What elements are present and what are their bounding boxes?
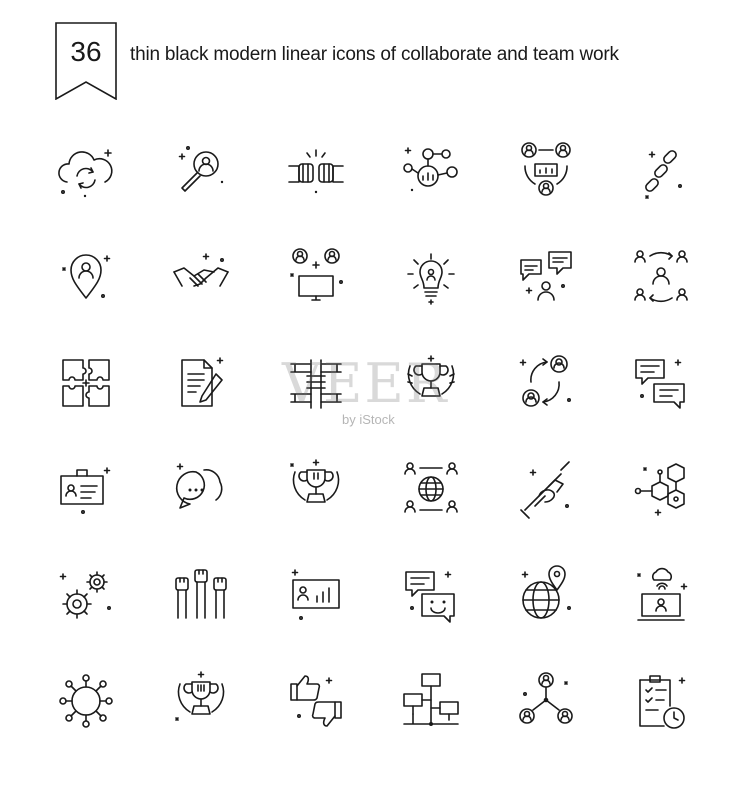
icon-cell — [488, 118, 603, 224]
icon-row — [28, 542, 718, 648]
icon-cell — [28, 330, 143, 436]
icon-cell — [28, 118, 143, 224]
thumbs-up-down-icon — [285, 670, 347, 732]
icon-cell — [258, 330, 373, 436]
watermark-brand: VEER — [282, 352, 449, 415]
hands-stack-icon — [285, 352, 347, 414]
icon-cell — [373, 118, 488, 224]
icon-row — [28, 648, 718, 754]
icon-cell — [143, 648, 258, 754]
id-card-icon — [55, 458, 117, 520]
icon-cell — [258, 542, 373, 648]
icon-cell — [258, 118, 373, 224]
team-monitor-icon — [285, 246, 347, 308]
icon-cell — [258, 224, 373, 330]
laptop-cloud-icon — [630, 564, 692, 626]
group-circle-icon — [55, 670, 117, 732]
location-person-icon — [55, 246, 117, 308]
watermark-byline: by iStock — [342, 412, 395, 427]
icon-cell — [603, 224, 718, 330]
icon-row — [28, 330, 718, 436]
icon-cell — [258, 436, 373, 542]
icon-cell — [373, 542, 488, 648]
clipboard-clock-icon — [630, 670, 692, 732]
icon-cell — [373, 436, 488, 542]
puzzle-icon — [55, 352, 117, 414]
icon-cell — [488, 542, 603, 648]
global-team-icon — [400, 458, 462, 520]
icon-row — [28, 118, 718, 224]
trophy-third-icon — [170, 670, 232, 732]
molecule-hexagon-icon — [630, 458, 692, 520]
header — [55, 22, 715, 102]
chat-bubbles-icon — [630, 352, 692, 414]
icon-cell — [488, 224, 603, 330]
icon-cell — [603, 118, 718, 224]
team-cycle-icon — [630, 246, 692, 308]
icon-cell — [143, 224, 258, 330]
icon-cell — [373, 224, 488, 330]
icon-cell — [258, 648, 373, 754]
icon-cell — [488, 436, 603, 542]
icon-cell — [28, 224, 143, 330]
handclasp-icon — [515, 458, 577, 520]
icon-cell — [373, 330, 488, 436]
icon-cell — [373, 648, 488, 754]
icon-cell — [488, 648, 603, 754]
icon-cell — [28, 542, 143, 648]
icon-cell — [143, 436, 258, 542]
search-person-icon — [170, 140, 232, 202]
icon-cell — [28, 436, 143, 542]
page-title: thin black modern linear icons of collaborate and team work — [130, 44, 619, 65]
badge-number: 36 — [70, 36, 102, 67]
smile-chat-icon — [400, 564, 462, 626]
icon-cell — [143, 118, 258, 224]
chain-link-icon — [630, 140, 692, 202]
badge — [55, 22, 117, 100]
globe-pin-icon — [515, 564, 577, 626]
presentation-board-icon — [285, 564, 347, 626]
icon-cell — [143, 542, 258, 648]
cloud-sync-icon — [55, 140, 117, 202]
network-chart-icon — [400, 140, 462, 202]
fist-bump-icon — [285, 140, 347, 202]
hierarchy-people-icon — [515, 670, 577, 732]
chat-dots-icon — [170, 458, 232, 520]
trophy-wreath-icon — [400, 352, 462, 414]
team-presentation-icon — [515, 140, 577, 202]
icon-cell — [603, 436, 718, 542]
handshake-icon — [170, 246, 232, 308]
icon-cell — [603, 330, 718, 436]
icon-grid — [28, 118, 718, 754]
icon-cell — [603, 542, 718, 648]
exchange-people-icon — [515, 352, 577, 414]
raised-fists-icon — [170, 564, 232, 626]
icon-cell — [603, 648, 718, 754]
idea-bulb-icon — [400, 246, 462, 308]
icon-cell — [28, 648, 143, 754]
icon-cell — [488, 330, 603, 436]
trophy-second-icon — [285, 458, 347, 520]
network-computers-icon — [400, 670, 462, 732]
icon-row — [28, 224, 718, 330]
icon-row — [28, 436, 718, 542]
icon-cell — [143, 330, 258, 436]
document-pen-icon — [170, 352, 232, 414]
gears-icon — [55, 564, 117, 626]
chat-person-icon — [515, 246, 577, 308]
